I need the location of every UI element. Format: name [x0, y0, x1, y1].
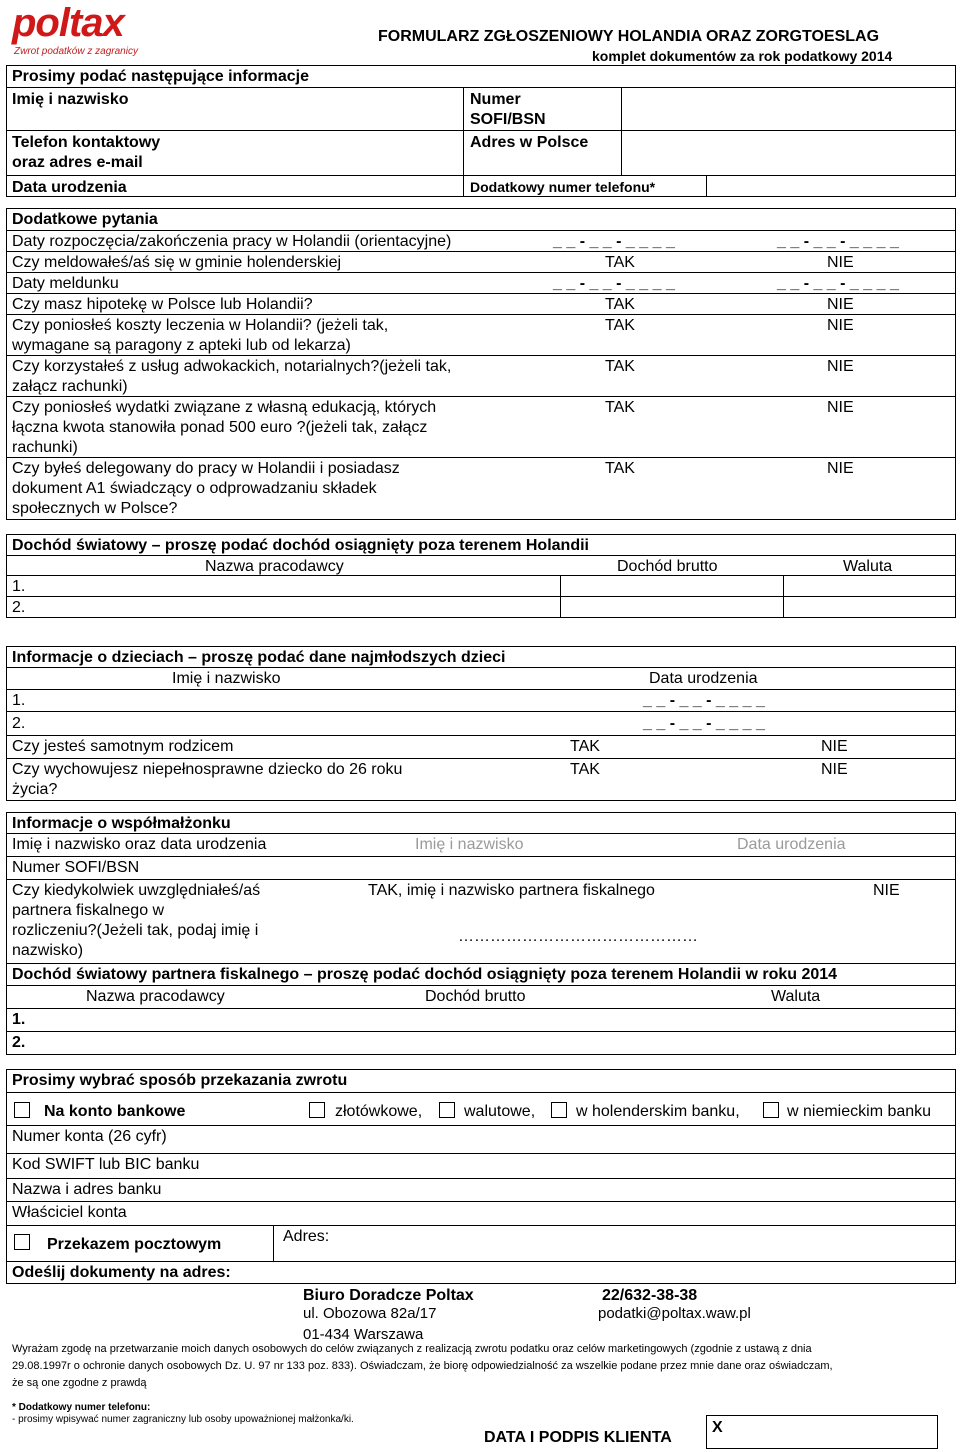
spouse-birth-input[interactable]: Data urodzenia	[737, 836, 846, 853]
partner-no[interactable]: NIE	[873, 882, 900, 899]
spouse-sofi-label: Numer SOFI/BSN	[12, 859, 140, 876]
company-street: ul. Obozowa 82a/17	[303, 1305, 437, 1322]
dutch-bank-label: w holenderskim banku,	[576, 1103, 740, 1120]
fx-account-checkbox[interactable]	[439, 1102, 455, 1118]
q-work-dates: Daty rozpoczęcia/zakończenia pracy w Holandii (orientacyjne)	[12, 233, 452, 250]
pln-account-checkbox[interactable]	[309, 1102, 325, 1118]
partner-col-gross: Dochód brutto	[425, 988, 526, 1005]
child-2-birth[interactable]: _ _ - _ _ - _ _ _ _	[643, 715, 765, 732]
consent-line-2: 29.08.1997r o ochronie danych osobowych Dz. U. 97 nr 133 poz. 833). Oświadczam, że biorę odpowiedzialność za wszelkie podane przez mnie dane oraz oświadczam,	[12, 1360, 833, 1372]
swift-input[interactable]	[230, 1154, 955, 1177]
footnote-body: - prosimy wpisywać numer zagraniczny lub osoby upoważnionej małżonka/ki.	[12, 1414, 354, 1425]
q-education-2: łączna kwota stanowiła ponad 500 euro ?(jeżeli tak, załącz	[12, 419, 428, 436]
sofi-label-2: SOFI/BSN	[470, 111, 546, 128]
german-bank-label: w niemieckim banku	[787, 1103, 932, 1120]
work-end-date[interactable]: _ _ - _ _ - _ _ _ _	[777, 233, 899, 250]
account-number-label: Numer konta (26 cyfr)	[12, 1128, 167, 1145]
medical-yes[interactable]: TAK	[605, 317, 635, 334]
q-posted-1: Czy byłeś delegowany do pracy w Holandii i posiadasz	[12, 460, 400, 477]
children-col-birth: Data urodzenia	[649, 670, 758, 687]
posted-no[interactable]: NIE	[827, 460, 854, 477]
q-partner-3: rozliczeniu?(Jeżeli tak, podaj imię i	[12, 922, 259, 939]
single-parent-no[interactable]: NIE	[821, 738, 848, 755]
col-currency: Waluta	[843, 558, 893, 575]
col-gross: Dochód brutto	[617, 558, 718, 575]
consent-line-1: Wyrażam zgodę na przetwarzanie moich danych osobowych do celów związanych z realizacją zwrotu podatku oraz celów marketingowych (zgodnie z ustawą z dnia	[12, 1343, 812, 1355]
work-start-date[interactable]: _ _ - _ _ - _ _ _ _	[553, 233, 675, 250]
signature-box[interactable]	[706, 1415, 938, 1449]
account-owner-label: Właściciel konta	[12, 1204, 127, 1221]
q-legal-1: Czy korzystałeś z usług adwokackich, notarialnych?(jeżeli tak,	[12, 358, 452, 375]
children-col-name: Imię i nazwisko	[172, 670, 281, 687]
posted-yes[interactable]: TAK	[605, 460, 635, 477]
form-title: FORMULARZ ZGŁOSZENIOWY HOLANDIA ORAZ ZORGTOESLAG	[378, 28, 880, 45]
income-row-2-input[interactable]	[40, 597, 955, 617]
q-registered: Czy meldowałeś/aś się w gminie holenderskiej	[12, 254, 342, 271]
bank-name-input[interactable]	[230, 1179, 955, 1200]
account-number-input[interactable]	[230, 1126, 955, 1152]
sofi-input[interactable]	[622, 88, 955, 129]
address-input[interactable]	[622, 131, 955, 174]
registered-yes[interactable]: TAK	[605, 254, 635, 271]
partner-income-row-1-input[interactable]	[40, 1009, 955, 1030]
address-label: Adres w Polsce	[470, 134, 589, 151]
send-heading: Odeślij dokumenty na adres:	[12, 1264, 231, 1281]
legal-yes[interactable]: TAK	[605, 358, 635, 375]
child-row-1: 1.	[12, 692, 26, 709]
q-disabled-child-1: Czy wychowujesz niepełnosprawne dziecko do 26 roku	[12, 761, 403, 778]
mortgage-yes[interactable]: TAK	[605, 296, 635, 313]
q-education-1: Czy poniosłeś wydatki związane z własną edukacją, których	[12, 399, 437, 416]
signature-x-mark: X	[712, 1419, 723, 1436]
company-name: Biuro Doradcze Poltax	[303, 1287, 474, 1304]
german-bank-checkbox[interactable]	[763, 1102, 779, 1118]
consent-line-3: że są one zgodne z prawdą	[12, 1377, 147, 1389]
personal-heading: Prosimy podać następujące informacje	[12, 68, 309, 85]
q-single-parent: Czy jesteś samotnym rodzicem	[12, 738, 234, 755]
education-yes[interactable]: TAK	[605, 399, 635, 416]
q-partner-4: nazwisko)	[12, 942, 84, 959]
bank-transfer-checkbox[interactable]	[14, 1102, 30, 1118]
extra-phone-label: Dodatkowy numer telefonu*	[470, 179, 656, 195]
postal-address-label: Adres:	[283, 1228, 330, 1245]
col-employer: Nazwa pracodawcy	[205, 558, 344, 575]
spouse-name-birth-label: Imię i nazwisko oraz data urodzenia	[12, 836, 267, 853]
questions-heading: Dodatkowe pytania	[12, 211, 158, 228]
refund-heading: Prosimy wybrać sposób przekazania zwrotu	[12, 1072, 348, 1089]
legal-no[interactable]: NIE	[827, 358, 854, 375]
signature-label: DATA I PODPIS KLIENTA	[484, 1429, 672, 1446]
dutch-bank-checkbox[interactable]	[551, 1102, 567, 1118]
q-education-3: rachunki)	[12, 439, 78, 456]
spouse-name-input[interactable]: Imię i nazwisko	[415, 836, 524, 853]
mortgage-no[interactable]: NIE	[827, 296, 854, 313]
child-row-2: 2.	[12, 715, 26, 732]
postal-order-label: Przekazem pocztowym	[47, 1236, 222, 1253]
partner-col-currency: Waluta	[771, 988, 821, 1005]
q-legal-2: załącz rachunki)	[12, 378, 128, 395]
children-heading: Informacje o dzieciach – proszę podać dane najmłodszych dzieci	[12, 649, 506, 666]
phone-email-input[interactable]	[180, 131, 462, 174]
q-mortgage: Czy masz hipotekę w Polsce lub Holandii?	[12, 296, 313, 313]
q-posted-2: dokument A1 świadczący o odprowadzaniu składek	[12, 480, 377, 497]
logo-tagline: Zwrot podatków z zagranicy	[14, 46, 138, 57]
registration-end-date[interactable]: _ _ - _ _ - _ _ _ _	[777, 275, 899, 292]
name-input[interactable]	[180, 88, 462, 129]
fx-account-label: walutowe,	[464, 1103, 536, 1120]
partner-yes[interactable]: TAK, imię i nazwisko partnera fiskalnego	[368, 882, 655, 899]
partner-income-heading: Dochód światowy partnera fiskalnego – proszę podać dochód osiągnięty poza terenem Holandii w roku 2014	[12, 966, 838, 983]
q-disabled-child-2: życia?	[12, 781, 58, 798]
world-income-heading: Dochód światowy – proszę podać dochód osiągnięty poza terenem Holandii	[12, 537, 589, 554]
phone-label-2: oraz adres e-mail	[12, 154, 143, 171]
footnote-heading: * Dodatkowy numer telefonu:	[12, 1402, 151, 1413]
spouse-sofi-input[interactable]	[300, 857, 955, 878]
q-partner-2: partnera fiskalnego w	[12, 902, 165, 919]
q-medical-1: Czy poniosłeś koszty leczenia w Holandii? (jeżeli tak,	[12, 317, 389, 334]
name-label: Imię i nazwisko	[12, 91, 129, 108]
bank-name-label: Nazwa i adres banku	[12, 1181, 162, 1198]
income-row-2: 2.	[12, 599, 26, 616]
pln-account-label: złotówkowe,	[335, 1103, 423, 1120]
partner-name-dots[interactable]: ………………………………………	[458, 928, 698, 945]
q-medical-2: wymagane są paragony z apteki lub od lekarza)	[12, 337, 351, 354]
spouse-heading: Informacje o współmałżonku	[12, 815, 231, 832]
medical-no[interactable]: NIE	[827, 317, 854, 334]
partner-income-row-2-input[interactable]	[40, 1032, 955, 1054]
bank-transfer-label: Na konto bankowe	[44, 1103, 186, 1120]
child-1-birth[interactable]: _ _ - _ _ - _ _ _ _	[643, 692, 765, 709]
logo-text: poltax	[12, 1, 124, 45]
poltax-logo	[10, 2, 150, 60]
sofi-label-1: Numer	[470, 91, 521, 108]
company-email: podatki@poltax.waw.pl	[598, 1305, 751, 1322]
company-city: 01-434 Warszawa	[303, 1326, 424, 1343]
phone-label-1: Telefon kontaktowy	[12, 134, 161, 151]
education-no[interactable]: NIE	[827, 399, 854, 416]
single-parent-yes[interactable]: TAK	[570, 738, 600, 755]
birth-label: Data urodzenia	[12, 179, 127, 196]
partner-col-employer: Nazwa pracodawcy	[86, 988, 225, 1005]
q-partner-1: Czy kiedykolwiek uwzględniałeś/aś	[12, 882, 261, 899]
extra-phone-input[interactable]	[707, 176, 955, 196]
account-owner-input[interactable]	[230, 1202, 955, 1224]
company-phone: 22/632-38-38	[602, 1287, 698, 1304]
birth-input[interactable]	[180, 176, 462, 196]
q-posted-3: społecznych w Polsce?	[12, 500, 178, 517]
postal-address-input[interactable]	[340, 1226, 955, 1260]
income-row-1: 1.	[12, 578, 26, 595]
partner-income-row-1: 1.	[12, 1011, 26, 1028]
registration-start-date[interactable]: _ _ - _ _ - _ _ _ _	[553, 275, 675, 292]
swift-label: Kod SWIFT lub BIC banku	[12, 1156, 200, 1173]
income-row-1-input[interactable]	[40, 576, 955, 595]
q-registration-dates: Daty meldunku	[12, 275, 119, 292]
partner-income-row-2: 2.	[12, 1034, 26, 1051]
registered-no[interactable]: NIE	[827, 254, 854, 271]
form-subtitle: komplet dokumentów za rok podatkowy 2014	[592, 48, 893, 64]
postal-order-checkbox[interactable]	[14, 1234, 30, 1250]
disabled-child-no[interactable]: NIE	[821, 761, 848, 778]
disabled-child-yes[interactable]: TAK	[570, 761, 600, 778]
